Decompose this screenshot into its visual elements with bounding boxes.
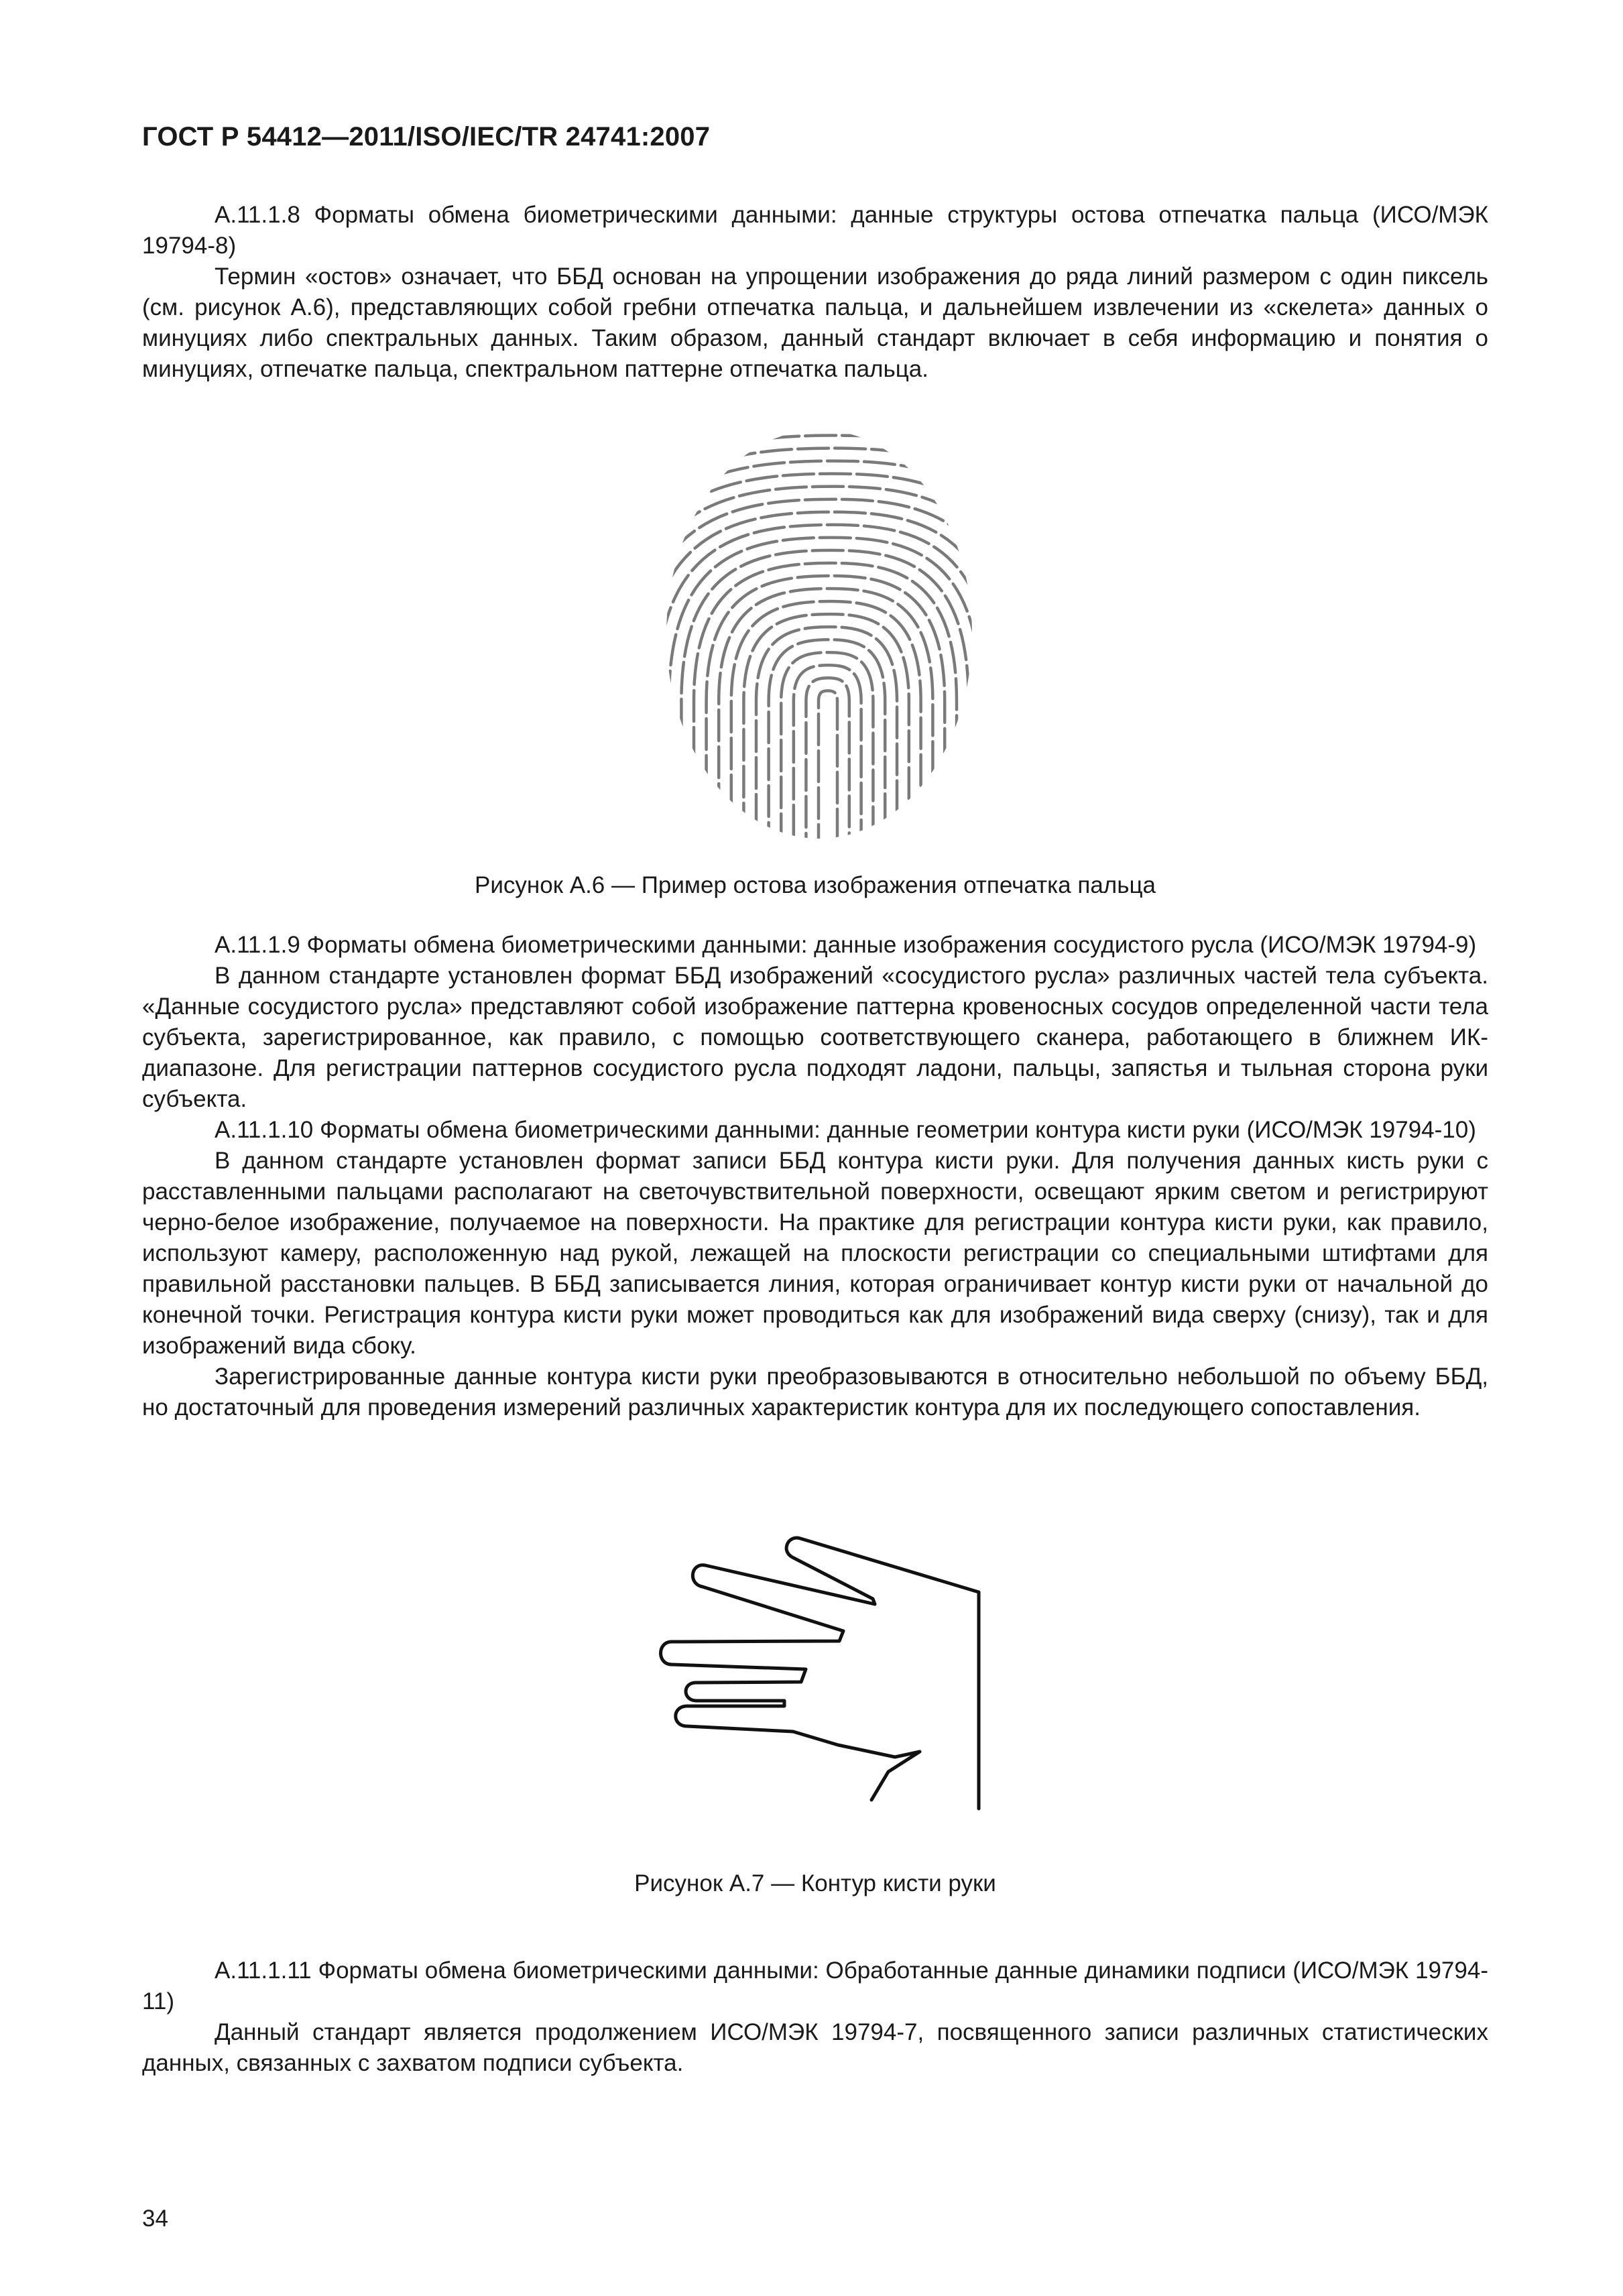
page-number: 34 xyxy=(142,2206,168,2232)
section-body: Данный стандарт является продолжением ИСО/МЭК 19794-7, посвященного записи различных статистических данных, связанных с захватом подписи субъекта. xyxy=(142,2019,1488,2076)
fingerprint-skeleton-image xyxy=(660,420,979,842)
section-body: В данном стандарте установлен формат записи ББД контура кисти руки. Для получения данных кисть руки с расставленными пальцами располагают на светочувствительной поверхности, освещают ярким светом и регистрируют черно-белое изображение, получаемое на поверхности. На практике для регистрации контура кисти руки, как правило, используют камеру, расположенную над рукой, лежащей на плоскости регистрации со специальными штифтами для правильной расстановки пальцев. В ББД записывается линия, которая ограничивает контур кисти руки от начальной до конечной точки. Регистрация контура кисти руки может проводиться как для изображений вида сверху (снизу), так и для изображений вида сбоку. xyxy=(142,1148,1488,1359)
section-a11-1-11 xyxy=(142,1955,1488,2079)
section-heading: А.11.1.9 Форматы обмена биометрическими данными: данные изображения сосудистого русла (ИСО/МЭК 19794-9) xyxy=(215,932,1477,958)
hand-outline xyxy=(661,1538,979,1809)
section-heading: А.11.1.11 Форматы обмена биометрическими данными: Обработанные данные динамики подписи (ИСО/МЭК 19794-11) xyxy=(142,1957,1488,2014)
fingerprint-ridge xyxy=(806,678,849,842)
sections-a11-1-9-and-a11-1-10 xyxy=(142,930,1488,1423)
fingerprint-ridge xyxy=(819,690,837,842)
figure-a7-caption: Рисунок А.7 — Контур кисти руки xyxy=(634,1870,996,1896)
section-body: Зарегистрированные данные контура кисти руки преобразовываются в относительно небольшой по объему ББД, но достаточный для проведения измерений различных характеристик контура для их последующего сопоставления. xyxy=(142,1364,1488,1421)
section-body: Термин «остов» означает, что ББД основан на упрощении изображения до ряда линий размером с один пиксель (см. рисунок А.6), представляющих собой гребни отпечатка пальца, и дальнейшем извлечении из «скелета» данных о минуциях либо спектральных данных. Таким образом, данный стандарт включает в себя информацию и понятия о минуциях, отпечатке пальца, спектральном паттерне отпечатка пальца. xyxy=(142,263,1488,382)
document-header: ГОСТ Р 54412—2011/ISO/IEC/TR 24741:2007 xyxy=(142,122,711,152)
figure-a6-caption: Рисунок А.6 — Пример остова изображения отпечатка пальца xyxy=(475,872,1156,898)
hand-contour-image xyxy=(657,1530,992,1825)
section-heading: А.11.1.8 Форматы обмена биометрическими данными: данные структуры остова отпечатка пальца (ИСО/МЭК 19794-8) xyxy=(142,202,1488,259)
section-heading: А.11.1.10 Форматы обмена биометрическими данными: данные геометрии контура кисти руки (ИСО/МЭК 19794-10) xyxy=(215,1117,1476,1143)
section-body: В данном стандарте установлен формат ББД изображений «сосудистого русла» различных частей тела субъекта. «Данные сосудистого русла» представляют собой изображение паттерна кровеносных сосудов определенной части тела субъекта, зарегистрированное, как правило, с помощью соответствующего сканера, работающего в ближнем ИК-диапазоне. Для регистрации паттернов сосудистого русла подходят ладони, пальцы, запястья и тыльная сторона руки субъекта. xyxy=(142,963,1488,1112)
section-a11-1-8 xyxy=(142,200,1488,385)
